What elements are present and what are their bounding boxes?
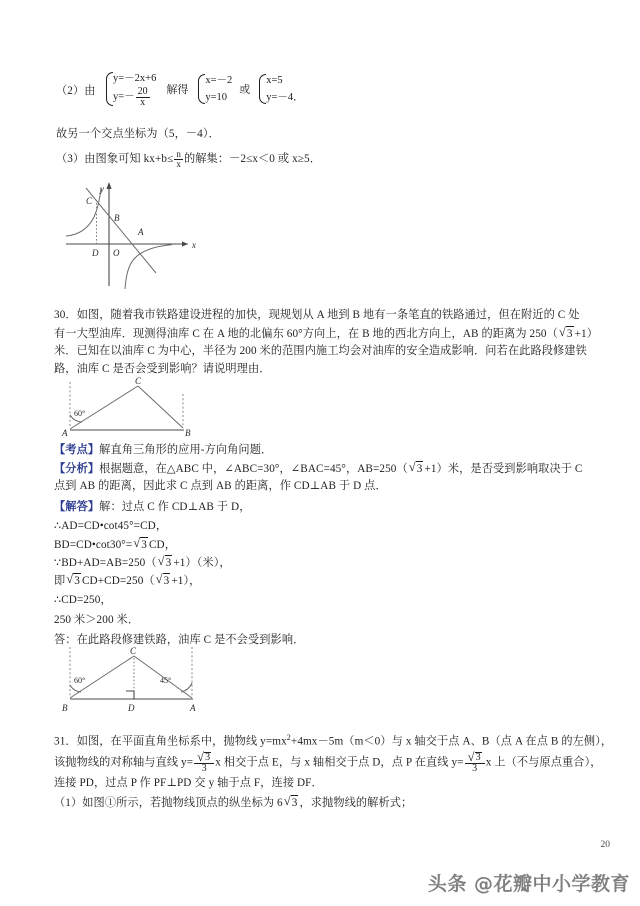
label-point-d: D [92,248,99,258]
x-axis-arrow [182,241,188,246]
problem30-number-and-line1: 30．如图，随着我市铁路建设进程的加快，现规划从 A 地到 B 地有一条笔直的铁路通过，但在附近的 C 处 [54,309,580,321]
label-angle-60-a: 60° [74,409,86,418]
solution-step-3: ∵BD+AD=AB=250（ √ 3 +1）（米）， [54,555,231,571]
sqrt-3-i: √ 3 [284,795,299,811]
fraction-20-over-x: $\frac{20}{x}$ [137,86,148,109]
label-point-b: B [114,213,120,223]
fenxi-row-line1: 【分析】根据题意，在△ABC 中，∠ABC=30°，∠BAC=45°，AB=250（ √ 3 +1）米，是否受到影响取决于 C [54,461,582,477]
solution-step-1: ∴AD=CD•cot45°=CD， [54,520,168,532]
problem30-line4: 路，油库 C 是否会受到影响？请说明理由． [54,363,271,375]
problem30-line3: 米．已知在以油库 C 为中心，半径为 200 米的范围内施工均会对油库的安全造成影响．问若在此路段修建铁 [54,345,587,357]
label-axis-y: y [100,184,104,194]
triangle-figure-1-svg [56,376,216,438]
solution-step-6: 250 米＞200 米． [54,614,140,626]
label-vertex-d: D [128,703,135,713]
problem29-part3: （3）由图象可知 kx+b≤ $\frac{n}{x}$ 的解集：－2≤x＜0 或 x≥5． [56,149,321,170]
label-vertex-b: B [185,428,191,438]
label-point-a: A [138,227,144,237]
problem31-number-and-line1: 31．如图，在平面直角坐标系中，抛物线 $y=mx^2+4mx-5m(m<0)$与 x 轴交于点 A、B（点 A 在点 B 的左侧）， [54,733,613,748]
jieda-row: 【解答】解：过点 C 作 CD⊥AB 于 D， [54,501,251,513]
problem29-part2-prefix: （2）由 [56,85,96,97]
sqrt-3-a: √ 3 [559,326,574,342]
label-vertex-a: A [62,428,68,438]
or-word: 或 [239,84,251,97]
y-axis-arrow [106,182,111,189]
fraction-n-over-x: $\frac{n}{x}$ [176,149,181,170]
label-vertex-c: C [130,646,137,656]
solution-step-7: 答：在此路段修建铁路，油库 C 是不会受到影响． [54,634,305,646]
fenxi-label: 【分析】 [54,463,100,475]
jieda-label: 【解答】 [54,501,100,513]
side-cb [138,386,183,428]
solve-word: 解得 [166,84,189,97]
problem29-conclusion: 故另一个交点坐标为（5，－4）． [56,128,220,140]
problem31-line3: 连接 PD，过点 P 作 PF⊥PD 交 y 轴于点 F，连接 DF． [54,777,323,789]
side-ac [70,386,138,429]
kaodian-label: 【考点】 [54,444,100,456]
problem30-line2: 有一大型油库．现测得油库 C 在 A 地的北偏东 60°方向上，在 B 地的西北方向上，AB 的距离为 250（ √ 3 +1） [54,326,598,342]
sqrt-3-c: √ 3 [133,537,148,553]
sqrt-3-f: √ 3 [156,573,171,589]
label-vertex-a: A [190,703,196,713]
triangle-figure-2-svg [56,645,226,715]
sqrt-3-d: √ 3 [158,555,173,571]
angle-arc-b [70,685,81,692]
label-point-c: C [86,196,93,206]
problem31-line2: 该抛物线的对称轴与直线 y= √ $\frac{3}{3}$ x 相交于点 E，与 x 轴相交于点 D，点 P 在直线 y= √ $\frac{3}{3}$ x 上（不与原点重合）， [54,752,602,774]
system-solution-1: x=－2 y=10 [196,72,232,106]
solution-step-2: BD=CD•cot30°= √ 3 CD， [54,537,176,553]
label-vertex-b: B [62,703,68,713]
watermark-text: 头条 @花瓣中小学教育 [427,873,630,895]
hyperbola-branch-lower-right [125,245,172,289]
figure-triangle-abc-direction [56,376,216,438]
system-original: y=－2x+6 y=－ $\frac{20}{x}$ [104,70,156,108]
sqrt-3-b: √ 3 [409,461,424,477]
label-axis-x: x [192,240,196,250]
label-vertex-c: C [135,376,142,386]
solution-step-4: 即 √ 3 CD+CD=250（ √ 3 +1）， [54,573,200,589]
problem29-equation-systems [104,70,304,108]
fraction-sqrt3-over-3-a: √ $\frac{3}{3}$ [194,752,214,774]
label-angle-45-a: 45° [160,676,172,685]
sqrt-3-g: √ 3 [197,752,211,763]
solution-step-5: ∴CD=250， [54,594,112,606]
sqrt-3-e: √ 3 [66,573,81,589]
label-origin-o: O [113,248,120,258]
fraction-sqrt3-over-3-b: √ $\frac{3}{3}$ [465,752,485,774]
line-segment-y-equals-minus2x-plus6 [86,188,156,273]
right-angle-mark-d [126,691,134,699]
label-angle-60-b: 60° [74,676,86,685]
problem31-sub1: （1）如图①所示，若抛物线顶点的纵坐标为 6 √ 3 ，求抛物线的解析式； [54,795,412,811]
coordinate-graph-svg [62,172,212,290]
hyperbola-branch-upper-left [66,188,101,236]
page-number: 20 [600,840,610,850]
system-solution-2: x=5 y=－4． [257,72,303,106]
fenxi-row-line2: 点到 AB 的距离，因此求 C 点到 AB 的距离，作 CD⊥AB 于 D 点． [54,480,387,492]
figure-triangle-bda-with-altitude [56,645,226,715]
figure-hyperbola-line-graph [62,172,212,290]
exponent-2: 2 [286,733,291,742]
kaodian-row: 【考点】解直角三角形的应用-方向角问题． [54,444,273,456]
sqrt-3-h: √ 3 [468,752,482,763]
